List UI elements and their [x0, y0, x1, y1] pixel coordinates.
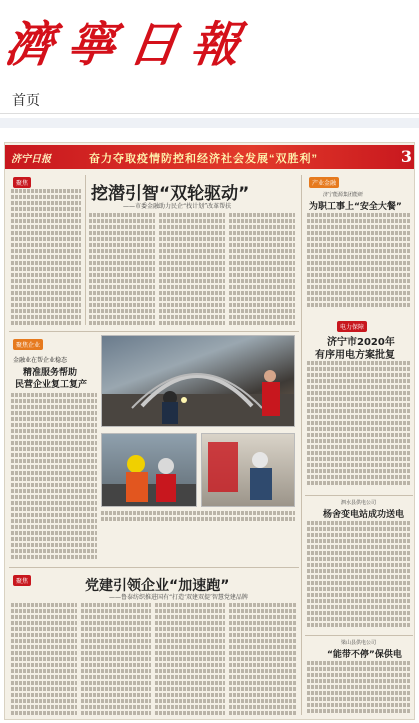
article-headline[interactable]: 有序用电方案批复 — [315, 350, 395, 361]
article-headline[interactable]: “能带不停”保供电 — [327, 650, 402, 660]
article-headline[interactable]: 济宁市2020年 — [327, 337, 395, 348]
article-kicker: 泗水县供电公司 — [341, 500, 377, 506]
section-badge-power: 电力保障 — [337, 321, 367, 332]
bottom-subhead: ——鲁泰纺织推进国有“打造‘双建双提’智慧党建品牌 — [109, 594, 248, 601]
article-kicker: 金融业在帮企业稳态 — [13, 357, 68, 364]
article-text-block — [11, 603, 77, 717]
article-headline[interactable]: 杨舍变电站成功送电 — [323, 510, 405, 520]
article-text-block — [159, 213, 225, 328]
article-text-block — [89, 213, 155, 328]
section-badge-focus: 聚焦 — [13, 575, 31, 586]
article-headline[interactable]: 民营企业复工复产 — [15, 380, 88, 390]
photo-welding-workshop[interactable] — [101, 335, 295, 427]
masthead — [0, 0, 419, 80]
article-text-block — [229, 213, 295, 328]
section-badge-enterprise: 聚焦企业 — [13, 339, 43, 350]
newspaper-page[interactable] — [4, 142, 415, 720]
photo-illustration — [202, 434, 295, 507]
page-banner — [5, 145, 415, 169]
masthead-title: 濟寧日報 — [1, 17, 258, 73]
photo-illustration — [102, 434, 197, 507]
article-headline[interactable]: 为职工事上“安全大餐” — [309, 202, 402, 212]
article-text-block — [307, 661, 411, 717]
navbar — [0, 82, 419, 114]
page-number: 3 — [400, 147, 412, 166]
row-divider — [305, 635, 413, 636]
article-text-block — [307, 361, 411, 491]
article-text-block — [229, 603, 297, 717]
banner-logo: 济宁日报 — [11, 154, 51, 165]
section-badge-focus: 聚焦 — [13, 177, 31, 188]
photo-illustration — [102, 336, 295, 427]
nav-home-link[interactable]: 首页 — [12, 92, 40, 108]
row-divider — [9, 567, 299, 568]
photo-caption — [101, 511, 295, 529]
article-headline[interactable]: 精准服务帮助 — [23, 368, 78, 378]
section-badge-industry: 产业金融 — [309, 177, 339, 188]
bottom-headline[interactable]: 党建引领企业“加速跑” — [85, 578, 230, 594]
article-kicker: 梁山县供电公司 — [341, 640, 377, 646]
article-text-block — [81, 603, 151, 717]
banner-slogan: 奋力夺取疫情防控和经济社会发展“双胜利” — [89, 153, 318, 165]
article-text-block — [155, 603, 225, 717]
column-divider — [301, 175, 302, 715]
row-divider — [305, 495, 413, 496]
main-subhead: ——市委金融助力民企“找计划”改革帮扶 — [123, 203, 232, 210]
photo-lab-worker[interactable] — [201, 433, 295, 507]
article-text-block — [11, 393, 97, 563]
photo-workers-helmet[interactable] — [101, 433, 197, 507]
nav-separator — [0, 118, 419, 128]
article-text-block — [11, 189, 81, 329]
column-divider — [85, 175, 86, 325]
article-text-block — [307, 213, 411, 313]
row-divider — [9, 331, 299, 332]
article-text-block — [307, 521, 411, 631]
article-kicker: 济宁能源集团能研 — [323, 192, 364, 198]
main-headline[interactable]: 挖潜引智“双轮驱动” — [91, 184, 250, 204]
